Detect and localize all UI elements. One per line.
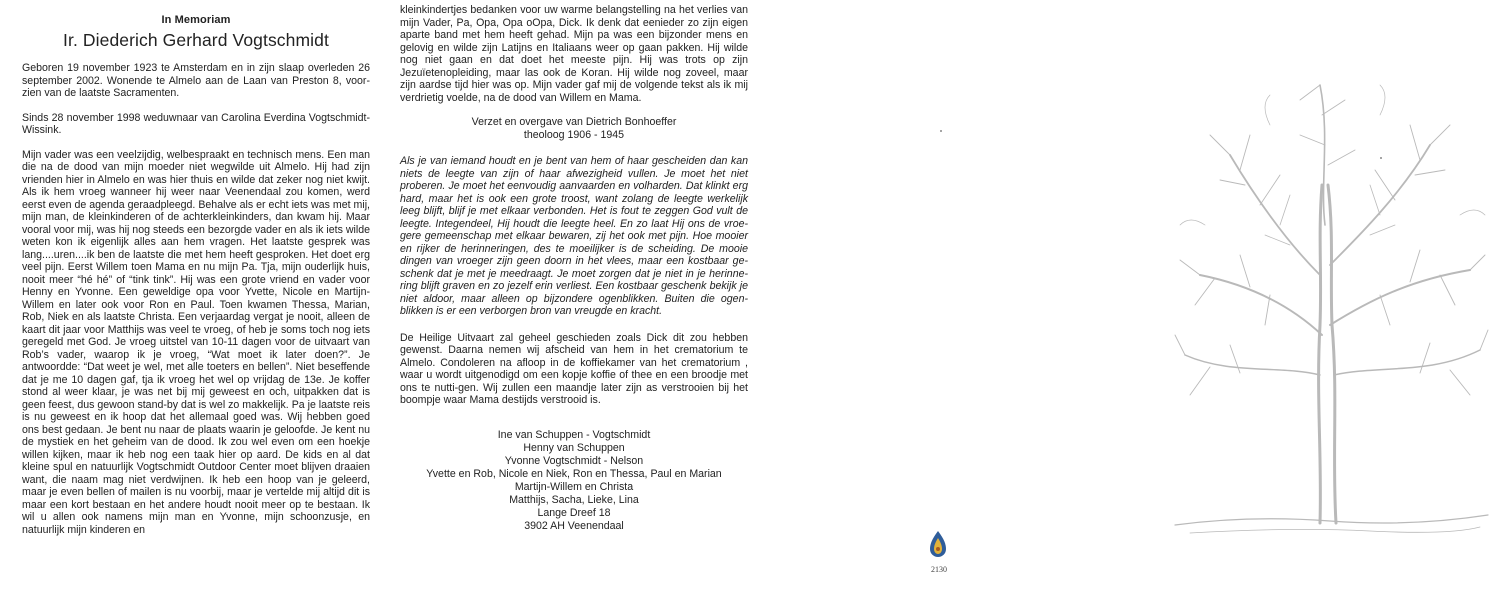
flame-emblem-icon	[928, 530, 948, 558]
address-street: Lange Dreef 18	[537, 506, 611, 519]
left-page	[0, 0, 378, 593]
signatories	[400, 429, 748, 533]
address-city: 3902 AH Veenendaal	[524, 519, 624, 532]
middle-page	[392, 0, 752, 593]
poem-title: Verzet en overgave van Dietrich Bonhoeffer	[471, 116, 677, 128]
poem-author: theoloog 1906 - 1945	[523, 128, 625, 141]
memoriam-heading: In Memoriam	[161, 14, 231, 26]
tribute-paragraph: Mijn vader was een veelzijdig, welbespraakt en technisch mens. Een man die na de dood van mijn moeder niet wegwilde uit Almelo. Hij had zijn vrienden hier in Almelo en was hier thuis en wilde dat zeker nog niet kwijt. Als ik hem vroeg wanneer hij weer naar Veenendaal zou komen, werd eerst even de agenda geraadpleegd. Behalve als er echt iets was met mij, mijn man, de kleinkinderen of de achterkleinkinders, dan kwam hij. Maar vooral voor mij, was hij nog steeds een bezorgde vader en als ik iets wilde weten kon ik eigenlijk alles aan hem vragen. Het laatste gesprek was lang....uren....ik ben de laatste die met hem heeft gesproken. Het doet erg veel pijn. Eerst Willem toen Mama en nu mijn Pa. Tja, mijn ouderlijk huis, nooit meer “hé hé” of “tink tink”. Hij was een grote vriend en vader voor Henny en Yvonne. Een geweldige opa voor Yvette, Nicole en Martijn-Willem en later ook voor Ron en Paul. Toen kwamen Thessa, Marian, Rob, Niek en als laatste Christa. Een verjaardag vergat je nooit, alleen de kaart dit jaar voor Matthijs was veel te vroeg, of heb je soms toch nog iets geregeld met God. Je vroeg uitstel van 10-11 dagen voor de uitvaart van Rob’s vader, waarop ik je vroeg, “Wat moet ik later doen?”. Je antwoordde: “Dat weet je wel, met alle toeters en bellen”. Niet beseffende dat je me 10 dagen gaf, tja ik vroeg het wel op vrijdag de 13e. Je koffer stond al weer klaar, je was net bij mij geweest en och, uitpakken dat is geen feest, dus gewoon stand-by dat is wel zo makkelijk. Pa je laatste reis is nu geweest en ik hoop dat het allemaal goed was. Wij hebben goed ons best gedaan. Je bent nu naar de plaats waarin je geloofde. Je kent nu de mystiek en het geheim van de dood. Ik zou wel even om een hoekje willen kijken, maar ik heb nog een taak hier op aard. De kids en al dat kleine spul en natuurlijk Vogtschmidt Outdoor Center moet blijven draaien want, die naam mag niet verdwijnen. Ik heb een hoop van je geleerd, maar je even bellen of mailen is nu voorbij, maar je vertelde mij altijd dit is maar een kort bestaan en het andere houdt nooit meer op te bestaan. Ik wil u allen ook namens mijn man en Yvonne, mijn schoonzusje, en natuurlijk mijn kinderen en	[22, 148, 371, 536]
signatory-line: Henny van Schuppen	[523, 441, 625, 454]
tribute-continuation: kleinkindertjes bedanken voor uw warme belangstelling na het verlies van mijn Vader, Pa, Opa, Opa oOpa, Dick. Ik denk dat eenieder zo zijn eigen aparte band met hem heeft gehad. Mijn pa was een bijzonder mens en gelovig en wilde zijn Latijns en Italiaans weer op gaan pakken. Hij wilde nog niet gaan en dat doet het meeste pijn. Hij was trots op zijn Jezuïetenopleiding, maar las ook de Koran. Hij wilde nog zoveel, maar zijn aardse tijd hier was op. Mijn vader gaf mij de volgende tekst als ik mij verdrietig voelde, na de dood van Willem en Mama.	[400, 4, 748, 104]
right-page	[770, 0, 1500, 593]
tree-sketch-icon	[1170, 75, 1490, 575]
signatory-line: Yvette en Rob, Nicole en Niek, Ron en Thessa, Paul en Marian	[426, 467, 722, 480]
poem-text: Als je van iemand houdt en je bent van hem of haar gescheiden dan kan niets de leegte van zijn of haar afwezigheid vullen. Je moet het niet proberen. Je moet het eenvoudig aanvaarden en volharden. Dat klinkt erg hard, maar het is ook een grote troost, want zolang de leegte werkelijk leeg blijft, blijf je met elkaar verbonden. Het is fout te zeggen God vult de leegte. Integendeel, Hij houdt die leegte heel. En zo laat Hij ons de vroe-gere gemeenschap met elkaar bewaren, zij het ook met pijn. Hoe mooier en rijker de herinneringen, des te moeilijker is de scheiding. De mooie dingen van vroeger zijn geen doorn in het vlees, maar een kostbaar ge-schenk dat je met je meedraagt. Je moet zorgen dat je niet in je herinne-ring blijft graven en zo jezelf erin verliest. Een kostbaar geschenk bekijk je niet aldoor, maar alleen op bijzondere ogenblikken. Buiten die ogen-blikken is er een verborgen bron van vreugde en kracht.	[400, 155, 748, 317]
signatory-line: Yvonne Vogtschmidt - Nelson	[504, 454, 644, 467]
widower-paragraph: Sinds 28 november 1998 weduwnaar van Carolina Everdina Vogtschmidt-Wissink.	[22, 111, 370, 136]
signatory-line: Ine van Schuppen - Vogtschmidt	[497, 428, 651, 441]
funeral-notice: De Heilige Uitvaart zal geheel geschieden zoals Dick dit zou hebben gewenst. Daarna nemen wij afscheid van hem in het crematorium te Almelo. Condoleren na afloop in de koffiekamer van het crematorium , waar u wordt uitgenodigd om een kopje koffie of thee en een broodje met ons te nutti-gen. Wij zullen een maandje later zijn as verstrooien bij het boompje waar Mama destijds verstrooid is.	[400, 331, 748, 406]
deceased-name: Ir. Diederich Gerhard Vogtschmidt	[63, 30, 329, 50]
birth-death-paragraph: Geboren 19 november 1923 te Amsterdam en in zijn slaap overleden 26 september 2002. Wonende te Almelo aan de Laan van Preston 8, voor-zien van de laatste Sacramenten.	[22, 62, 370, 99]
signatory-line: Matthijs, Sacha, Lieke, Lina	[509, 493, 639, 506]
signatory-line: Martijn-Willem en Christa	[514, 480, 634, 493]
card-number: 2130	[931, 565, 947, 574]
speck-mark	[940, 130, 942, 132]
